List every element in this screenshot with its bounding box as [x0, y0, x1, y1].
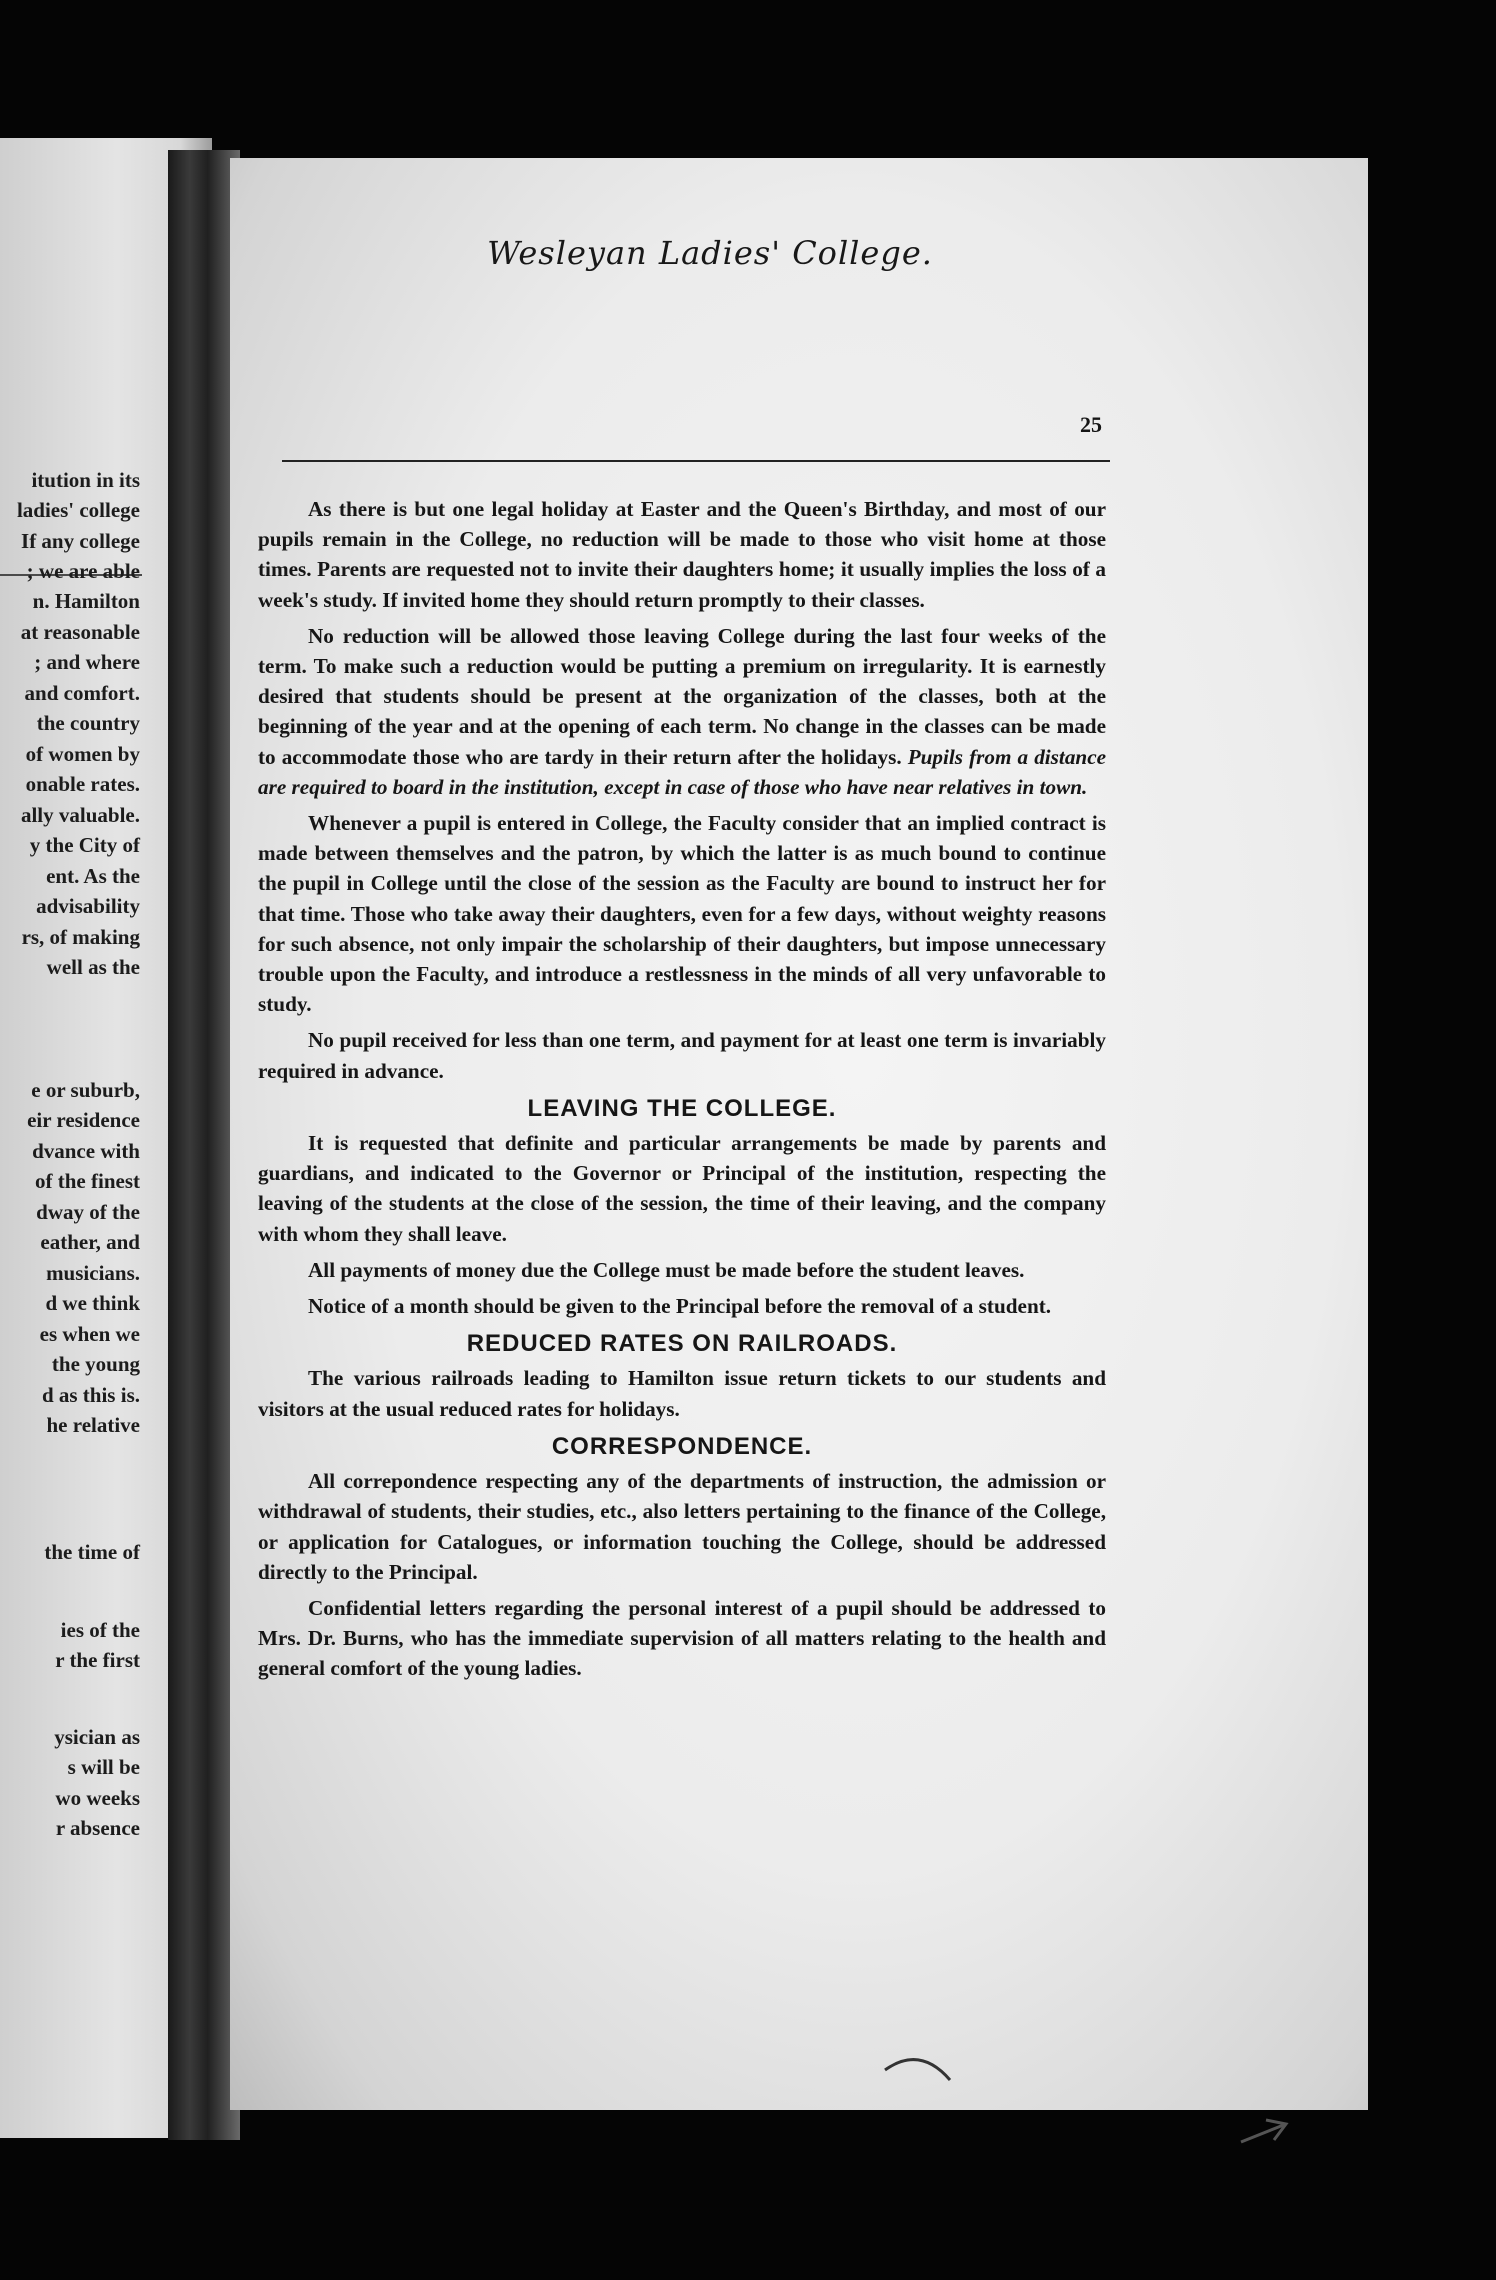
left-page-line: advisability	[36, 894, 140, 918]
paragraph-reductions	[258, 621, 1106, 802]
paragraph-holidays: As there is but one legal holiday at Easter and the Queen's Birthday, and most of our pupils remain in the College, no reduction will be made to those who visit home at those times. Parents are requested not to invite their daughters home; it usually implies the loss of a week's study. If invited home they should return promptly to their classes.	[258, 497, 1106, 612]
left-page-line: well as the	[46, 955, 140, 979]
left-page-line: If any college	[21, 529, 140, 553]
left-page-line: dway of the	[36, 1200, 140, 1224]
paragraph-contract: Whenever a pupil is entered in College, the Faculty consider that an implied contract is made between themselves and the patron, by which the latter is as much bound to continue the pupil in College until the close of the session as the Faculty are bound to instruct her for that time. Those who take away their daughters, even for a few days, without weighty reasons for such absence, not only impair the scholarship of their daughters, but impose unnecessary trouble upon the Faculty, and introduce a restlessness in the minds of all very unfavorable to study.	[258, 811, 1106, 1017]
paragraph-notice: Notice of a month should be given to the Principal before the removal of a student.	[308, 1294, 1052, 1319]
corner-mark-icon	[1236, 2112, 1296, 2152]
left-page-line: the young	[51, 1352, 140, 1376]
left-page-line: ies of the	[60, 1618, 140, 1642]
left-page-line: he relative	[46, 1413, 140, 1437]
left-page-line: eir residence	[27, 1108, 140, 1132]
left-page-line: rs, of making	[21, 925, 140, 949]
left-page-line: musicians.	[46, 1261, 140, 1285]
paragraph-reductions-text: No reduction will be allowed those leaving College during the last four weeks of the term. To make such a reduction would be putting a premium on irregularity. It is earnestly desired that students should be present at the organization of the classes, both at the beginning of the year and at the opening of each term. No change in the classes can be made to accommodate those who are tardy in their return after the holidays.	[258, 623, 1106, 769]
left-page-line: onable rates.	[25, 772, 140, 796]
left-page-line: ladies' college	[16, 498, 140, 522]
paragraph-payments-due: All payments of money due the College must be made before the student leaves.	[308, 1257, 1025, 1282]
page-number: 25	[1080, 412, 1102, 437]
paragraph-correspondence: All correpondence respecting any of the departments of instruction, the admission or withdrawal of students, their studies, etc., also letters pertaining to the finance of the College, or application for Catalogues, or information touching the College, should be addressed directly to the Principal.	[258, 1469, 1106, 1584]
heading-correspondence: CORRESPONDENCE.	[551, 1432, 813, 1460]
left-page-line: the country	[36, 711, 140, 735]
left-page-line: wo weeks	[55, 1786, 140, 1810]
pencil-mark-icon	[880, 2050, 960, 2090]
left-page-line: s will be	[67, 1755, 140, 1779]
paragraph-confidential-letters: Confidential letters regarding the personal interest of a pupil should be addressed to Mrs. Dr. Burns, who has the immediate supervision of all matters relating to the health and general comfort of the young ladies.	[258, 1595, 1106, 1681]
left-page-line: ysician as	[54, 1725, 140, 1749]
heading-leaving-the-college: LEAVING THE COLLEGE.	[527, 1094, 837, 1122]
left-page-line: r absence	[55, 1816, 140, 1840]
left-page-line: the time of	[44, 1540, 140, 1564]
left-page-line: at reasonable	[20, 620, 140, 644]
page-body	[258, 494, 1106, 1690]
paragraph-railroads: The various railroads leading to Hamilton issue return tickets to our students and visitors at the usual reduced rates for holidays.	[258, 1366, 1106, 1421]
left-page-line: ally valuable.	[20, 803, 140, 827]
left-page-line: r the first	[55, 1648, 140, 1672]
left-page-line: d as this is.	[41, 1383, 140, 1407]
left-page-line: y the City of	[29, 833, 140, 857]
left-page-line: dvance with	[32, 1139, 140, 1163]
header-rule	[282, 460, 1110, 462]
left-page-line: ; we are able	[26, 559, 140, 583]
left-page-line: d we think	[45, 1291, 140, 1315]
running-head: Wesleyan Ladies' College.	[487, 234, 933, 272]
left-page-line: itution in its	[31, 468, 140, 492]
paragraph-payment-term: No pupil received for less than one term, and payment for at least one term is invariably required in advance.	[258, 1028, 1106, 1083]
left-page-line: and comfort.	[24, 681, 140, 705]
heading-reduced-rates: REDUCED RATES ON RAILROADS.	[466, 1330, 898, 1358]
left-page-line: of the finest	[35, 1169, 140, 1193]
left-page-line: n. Hamilton	[32, 589, 140, 613]
left-page-line: eather, and	[40, 1230, 140, 1254]
paragraph-reductions-italic: Pupils from a distance are required to board in the institution, except in case of those who have near relatives in town.	[258, 744, 1107, 799]
paragraph-leaving-arrangements: It is requested that definite and particular arrangements be made by parents and guardians, and indicated to the Governor or Principal of the institution, respecting the leaving of the students at the close of the session, the time of their leaving, and the company with whom they shall leave.	[258, 1131, 1106, 1246]
left-page-line: e or suburb,	[31, 1078, 140, 1102]
left-page-line: of women by	[25, 742, 140, 766]
left-page-line: ; and where	[34, 650, 140, 674]
left-page-line: ent. As the	[46, 864, 140, 888]
left-page-line: es when we	[39, 1322, 140, 1346]
